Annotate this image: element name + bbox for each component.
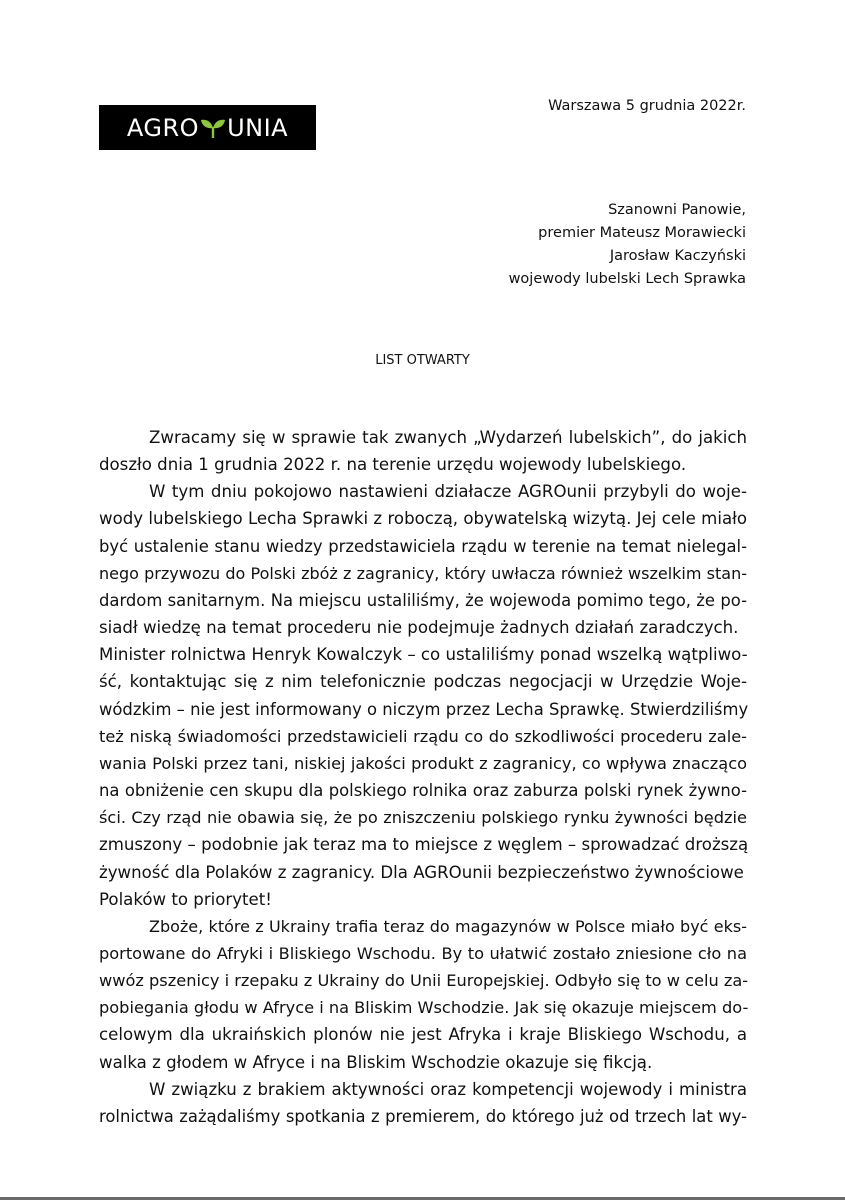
recipients-block bbox=[509, 199, 746, 291]
recipient-line: wojewody lubelski Lech Sprawka bbox=[508, 271, 746, 287]
body-line: Minister rolnictwa Henryk Kowalczyk – co ustaliliśmy ponad wszelką wątpliwo- bbox=[99, 645, 748, 665]
letter-heading: LIST OTWARTY bbox=[375, 353, 470, 368]
recipient-line: Jarosław Kaczyński bbox=[609, 248, 746, 264]
letter-date: Warszawa 5 grudnia 2022r. bbox=[548, 98, 746, 114]
body-line: Polaków to priorytet! bbox=[99, 889, 272, 909]
body-line: Zwracamy się w sprawie tak zwanych „Wydarzeń lubelskich”, do jakich bbox=[149, 428, 747, 447]
body-line: ści. Czy rząd nie obawia się, że po zniszczeniu polskiego rynku żywności będzie bbox=[99, 808, 747, 828]
body-line: wody lubelskiego Lecha Sprawki z roboczą, obywatelską wizytą. Jej cele miało bbox=[99, 509, 747, 529]
agrounia-logo bbox=[99, 105, 316, 150]
body-line: zmuszony – podobnie jak teraz ma to miejsce z węglem – sprowadzać droższą bbox=[99, 835, 749, 855]
body-line: być ustalenie stanu wiedzy przedstawiciela rządu w terenie na temat nielegal- bbox=[99, 536, 747, 556]
body-line: wwóz pszenicy i rzepaku z Ukrainy do Unii Europejskiej. Odbyło się to w celu za- bbox=[99, 971, 749, 991]
body-line: walka z głodem w Afryce i na Bliskim Wschodzie okazuje się fikcją. bbox=[99, 1052, 653, 1072]
body-line: Zboże, które z Ukrainy trafia teraz do magazynów w Polsce miało być eks- bbox=[149, 916, 747, 936]
body-line: na obniżenie cen skupu dla polskiego rolnika oraz zaburza polski rynek żywno- bbox=[99, 781, 747, 801]
body-line: portowane do Afryki i Bliskiego Wschodu. By to ułatwić zostało zniesione cło na bbox=[99, 943, 747, 963]
body-line: celowym dla ukraińskich plonów nie jest Afryka i kraje Bliskiego Wschodu, a bbox=[99, 1025, 747, 1045]
body-line: też niską świadomości przedstawicieli rządu co do szkodliwości procederu zale- bbox=[99, 726, 747, 746]
body-line: siadł wiedzę na temat procederu nie podejmuje żadnych działań zaradczych. bbox=[99, 618, 739, 638]
body-line: dardom sanitarnym. Na miejscu ustaliliśmy, że wojewoda pomimo tego, że po- bbox=[99, 590, 747, 610]
body-line: rolnictwa zażądaliśmy spotkania z premierem, do którego już od trzech lat wy- bbox=[99, 1106, 747, 1126]
body-line: ść, kontaktując się z nim telefonicznie podczas negocjacji w Urzędzie Woje- bbox=[99, 672, 747, 692]
sprout-icon bbox=[200, 116, 226, 140]
body-line: wódzkim – nie jest informowany o niczym przez Lecha Sprawkę. Stwierdziliśmy bbox=[99, 699, 749, 719]
recipient-line: premier Mateusz Morawiecki bbox=[538, 225, 746, 241]
body-line: wania Polski przez tani, niskiej jakości produkt z zagranicy, co wpływa znacząco bbox=[99, 753, 747, 773]
letter-body bbox=[99, 424, 747, 1130]
logo-text-right: UNIA bbox=[227, 113, 289, 142]
recipient-line: Szanowni Panowie, bbox=[608, 202, 746, 218]
body-line: doszło dnia 1 grudnia 2022 r. na terenie urzędu wojewody lubelskiego. bbox=[99, 455, 687, 475]
body-line: pobiegania głodu w Afryce i na Bliskim Wschodzie. Jak się okazuje miejscem do- bbox=[99, 998, 749, 1018]
body-line: żywność dla Polaków z zagranicy. Dla AGROunii bezpieczeństwo żywnościowe bbox=[99, 862, 744, 882]
body-line: W związku z brakiem aktywności oraz kompetencji wojewody i ministra bbox=[149, 1079, 747, 1099]
body-line: W tym dniu pokojowo nastawieni działacze AGROunii przybyli do woje- bbox=[149, 482, 747, 502]
body-line: nego przywozu do Polski zbóż z zagranicy, który uwłacza również wszelkim stan- bbox=[99, 563, 747, 583]
logo-text-left: AGRO bbox=[126, 113, 200, 142]
